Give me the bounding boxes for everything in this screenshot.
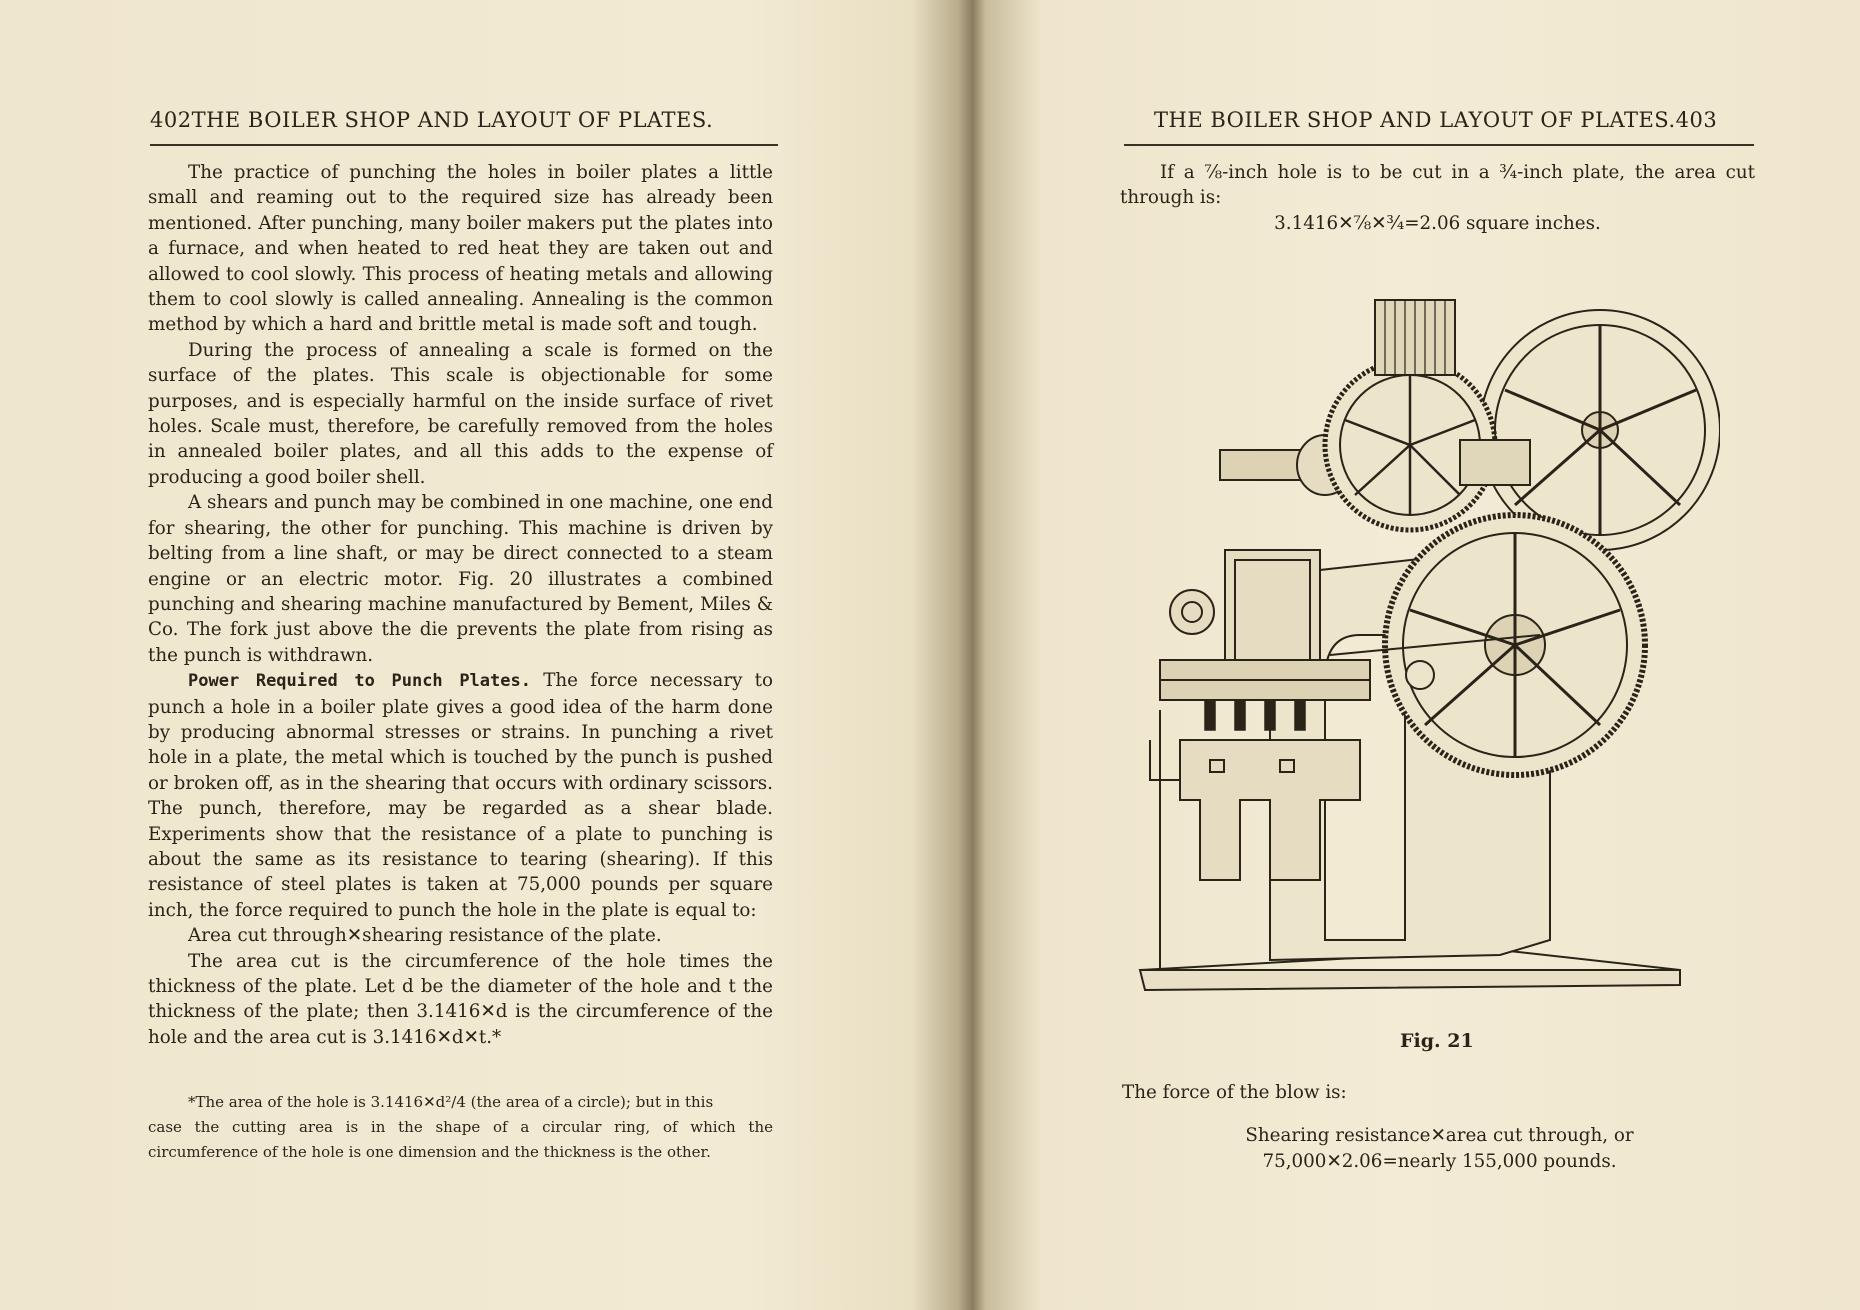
left-page-body <box>148 160 773 1050</box>
paragraph-shears-punch: A shears and punch may be combined in one machine, one end for shearing, the other for punching. This machine is driven by belting from a line shaft, or may be direct connected to a steam engine or an electric motor. Fig. 20 illustrates a combined punching and shearing machine manufactured by Bement, Miles & Co. The fork just above the die prevents the plate from rising as the punch is withdrawn. <box>148 492 773 666</box>
paragraph-annealing: The practice of punching the holes in boiler plates a little small and reaming out to the required size has already been mentioned. After punching, many boiler makers put the plates into a furnace, and when heated to red heat they are taken out and allowed to cool slowly. This process of heating metals and allowing them to cool slowly is called annealing. Annealing is the common method by which a hard and brittle metal is made soft and tough. <box>148 162 773 336</box>
footnote <box>148 1090 773 1165</box>
footnote-line-1: *The area of the hole is 3.1416✕d²/4 (the area of a circle); but in this <box>188 1093 714 1111</box>
footnote-line-2: case the cutting area is in the shape of a circular ring, of which the circumference of the hole is one dimension and the thickness is the other. <box>148 1118 773 1161</box>
result-line-1: Shearing resistance✕area cut through, or <box>1245 1125 1634 1147</box>
left-page-header: 402THE BOILER SHOP AND LAYOUT OF PLATES. <box>150 108 714 132</box>
paragraph-area: The area cut is the circumference of the hole times the thickness of the plate. Let d be the diameter of the hole and t the thickness of the plate; then 3.1416✕d is the circumference of the hole and the area cut is 3.1416✕d✕t.* <box>148 950 773 1048</box>
power-heading: Power Required to Punch Plates. <box>188 671 531 692</box>
intro-text: If a ⅞-inch hole is to be cut in a ¾-inch plate, the area cut through is: <box>1120 162 1755 209</box>
figure-caption: Fig. 21 <box>1400 1030 1474 1052</box>
power-text: The force necessary to punch a hole in a boiler plate gives a good idea of the harm done by producing abnormal stresses or strains. In punching a rivet hole in a plate, the metal which is touched by the punch is pushed or broken off, as in the shearing that occurs with ordinary scissors. The punch, therefore, may be regarded as a shear blade. Experiments show that the resistance of a plate to punching is about the same as its resistance to tearing (shearing). If this resistance of steel plates is taken at 75,000 pounds per square inch, the force required to punch the hole in the plate is equal to: <box>148 670 773 921</box>
force-text: The force of the blow is: <box>1122 1082 1347 1103</box>
right-page-body <box>1120 160 1755 236</box>
right-page <box>930 0 1860 1310</box>
right-page-header: THE BOILER SHOP AND LAYOUT OF PLATES.403 <box>1154 108 1718 132</box>
result-line-2: 75,000✕2.06=nearly 155,000 pounds. <box>1262 1150 1617 1172</box>
left-header-rule <box>150 144 778 146</box>
paragraph-power <box>148 668 773 923</box>
paragraph-scale: During the process of annealing a scale is formed on the surface of the plates. This scale is objectionable for some purposes, and is especially harmful on the inside surface of rivet holes. Scale must, therefore, be carefully removed from the holes in annealed boiler plates, and all this adds to the expense of producing a good boiler shell. <box>148 339 773 488</box>
right-page-lower <box>1122 1080 1757 1174</box>
punching-machine-illustration <box>1120 280 1720 1010</box>
formula-line: Area cut through✕shearing resistance of the plate. <box>188 925 662 947</box>
equation: 3.1416✕⅞✕¾=2.06 square inches. <box>1274 212 1601 234</box>
right-header-rule <box>1124 144 1754 146</box>
